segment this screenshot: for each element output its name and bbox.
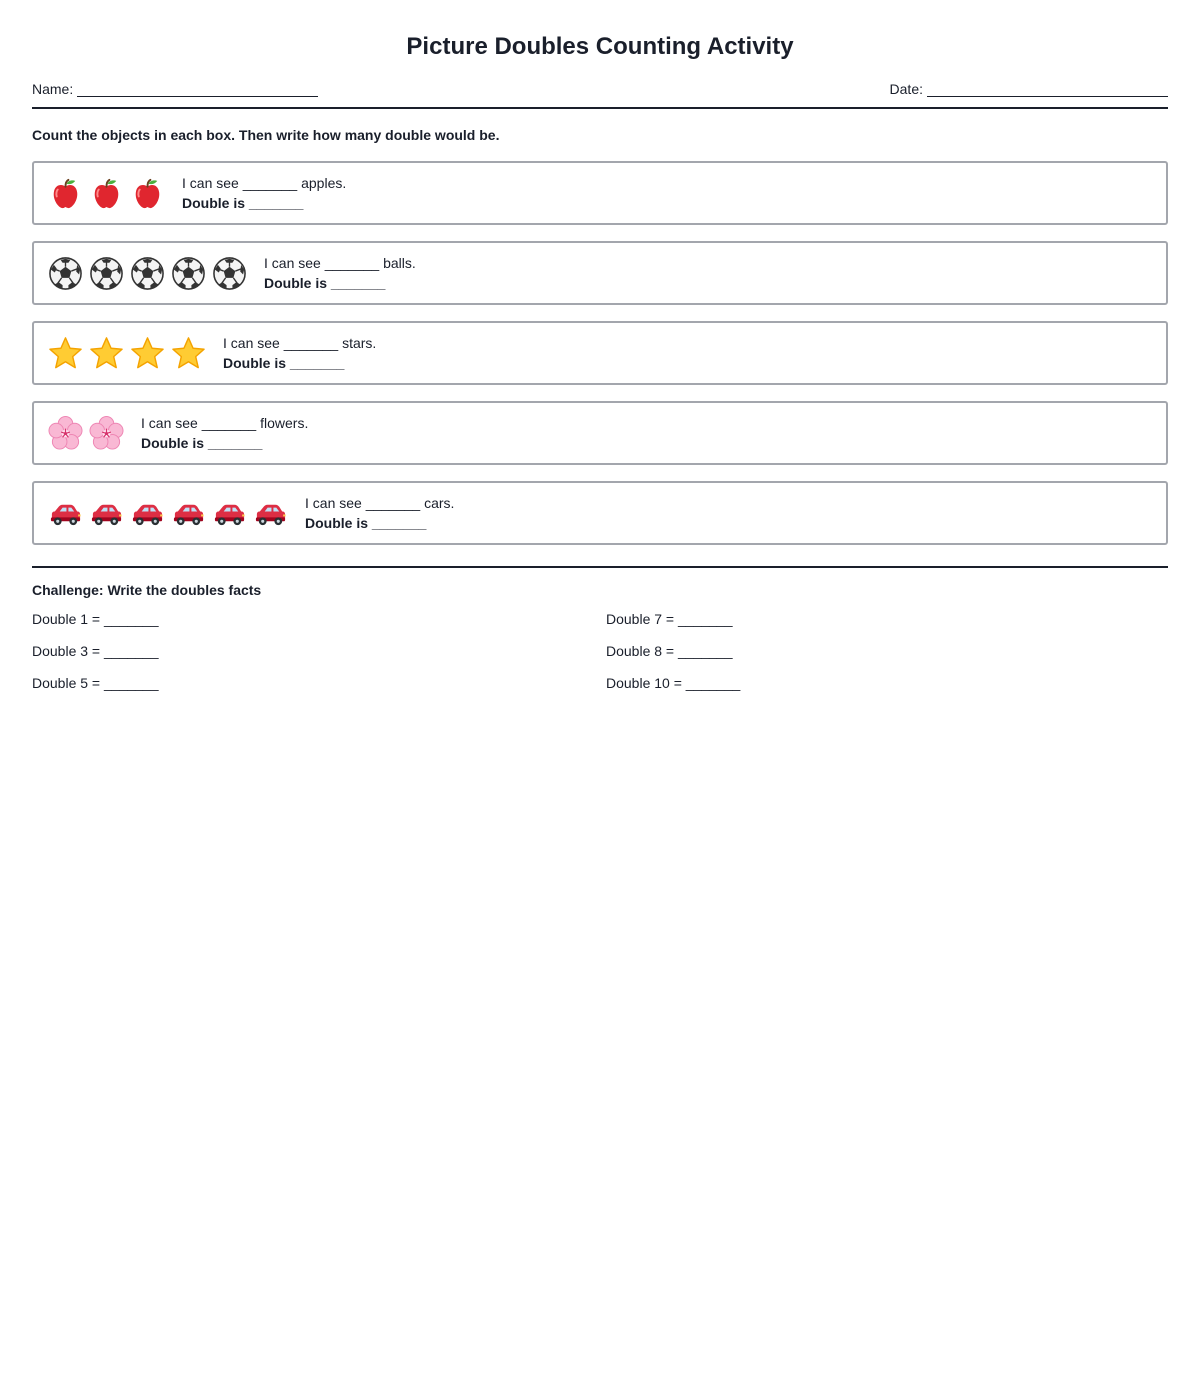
- car-icon: [89, 496, 124, 531]
- flower-icon: [89, 416, 124, 451]
- date-label: Date:: [889, 81, 923, 97]
- counting-box-flowers: [32, 401, 1168, 465]
- box-text: [182, 173, 346, 213]
- flower-icon: [48, 416, 83, 451]
- date-field[interactable]: [890, 81, 1168, 97]
- double-sentence[interactable]: Double is _______: [305, 515, 427, 531]
- box-text: [223, 333, 376, 373]
- double-sentence[interactable]: Double is _______: [264, 275, 386, 291]
- date-blank-line[interactable]: [927, 82, 1168, 97]
- object-group: [48, 336, 206, 371]
- double-fact[interactable]: Double 8 = _______: [606, 643, 733, 659]
- double-sentence[interactable]: Double is _______: [223, 355, 345, 371]
- counting-box-balls: [32, 241, 1168, 305]
- double-fact[interactable]: Double 7 = _______: [606, 611, 733, 627]
- star-icon: [48, 336, 83, 371]
- double-fact[interactable]: Double 10 = _______: [606, 675, 741, 691]
- instructions: Count the objects in each box. Then write how many double would be.: [32, 127, 500, 143]
- double-fact[interactable]: Double 1 = _______: [32, 611, 159, 627]
- counting-box-cars: [32, 481, 1168, 545]
- page-title: Picture Doubles Counting Activity: [406, 33, 794, 60]
- soccer-ball-icon: [212, 256, 247, 291]
- box-text: [305, 493, 454, 533]
- double-sentence[interactable]: Double is _______: [141, 435, 263, 451]
- star-icon: [171, 336, 206, 371]
- star-icon: [130, 336, 165, 371]
- object-group: [48, 176, 165, 211]
- header-fields: [32, 77, 1168, 97]
- double-sentence[interactable]: Double is _______: [182, 195, 304, 211]
- double-fact[interactable]: Double 3 = _______: [32, 643, 159, 659]
- facts-column-right: [606, 610, 1168, 706]
- counting-box-stars: [32, 321, 1168, 385]
- soccer-ball-icon: [171, 256, 206, 291]
- object-group: [48, 496, 288, 531]
- car-icon: [212, 496, 247, 531]
- see-sentence[interactable]: I can see _______ cars.: [305, 495, 455, 511]
- counting-box-apples: [32, 161, 1168, 225]
- star-icon: [89, 336, 124, 371]
- doubles-facts: [32, 610, 1168, 706]
- counting-boxes: [32, 161, 1168, 545]
- worksheet-page: [32, 0, 1168, 706]
- challenge-title: Challenge: Write the doubles facts: [32, 582, 262, 598]
- see-sentence[interactable]: I can see _______ flowers.: [141, 415, 309, 431]
- see-sentence[interactable]: I can see _______ stars.: [223, 335, 377, 351]
- facts-column-left: [32, 610, 606, 706]
- see-sentence[interactable]: I can see _______ apples.: [182, 175, 347, 191]
- object-group: [48, 416, 124, 451]
- apple-icon: [130, 176, 165, 211]
- box-text: [264, 253, 416, 293]
- soccer-ball-icon: [48, 256, 83, 291]
- name-label: Name:: [32, 81, 74, 97]
- car-icon: [253, 496, 288, 531]
- see-sentence[interactable]: I can see _______ balls.: [264, 255, 416, 271]
- name-field[interactable]: [32, 81, 318, 97]
- car-icon: [171, 496, 206, 531]
- challenge-divider: [32, 566, 1168, 568]
- soccer-ball-icon: [130, 256, 165, 291]
- apple-icon: [89, 176, 124, 211]
- double-fact[interactable]: Double 5 = _______: [32, 675, 159, 691]
- soccer-ball-icon: [89, 256, 124, 291]
- box-text: [141, 413, 308, 453]
- name-blank-line[interactable]: [77, 82, 318, 97]
- object-group: [48, 256, 247, 291]
- car-icon: [130, 496, 165, 531]
- car-icon: [48, 496, 83, 531]
- header-divider: [32, 107, 1168, 109]
- apple-icon: [48, 176, 83, 211]
